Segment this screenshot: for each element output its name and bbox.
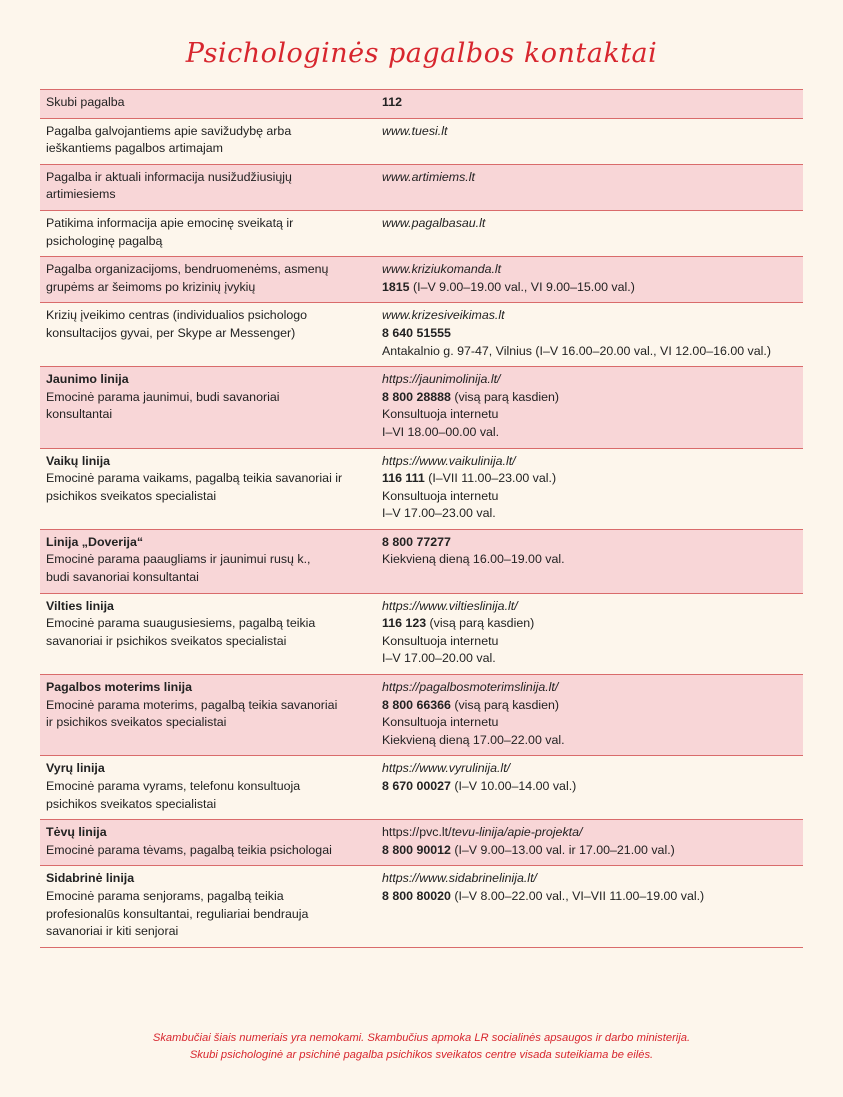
detail-text: (I–V 9.00–19.00 val., VI 9.00–15.00 val.) (409, 279, 635, 294)
website-link[interactable]: https://pagalbosmoterimslinija.lt/ (382, 680, 559, 695)
contact-details (382, 866, 803, 946)
detail-line (382, 842, 803, 860)
detail-text: (visą parą kasdien) (450, 697, 560, 712)
detail-line (382, 697, 803, 715)
detail-line (382, 123, 803, 141)
contact-description (40, 820, 382, 865)
contact-row (40, 257, 803, 303)
description-line: artimiesiems (46, 187, 116, 202)
detail-line (382, 389, 803, 407)
service-name: Vilties linija (46, 598, 114, 613)
contact-details (382, 119, 803, 164)
detail-line (382, 453, 803, 471)
detail-line (382, 488, 803, 506)
contact-details (382, 675, 803, 755)
contact-description (40, 449, 382, 529)
description-line: Emocinė parama moterims, pagalbą teikia savanoriai (46, 697, 338, 712)
detail-line (382, 633, 803, 651)
detail-text: Konsultuoja internetu (382, 715, 499, 730)
contact-details (382, 303, 803, 366)
phone-number: 116 123 (382, 616, 427, 631)
detail-text: https://pvc.lt/ (382, 825, 452, 840)
contact-details (382, 756, 803, 819)
contact-row (40, 90, 803, 119)
contact-row (40, 594, 803, 675)
contact-row (40, 530, 803, 594)
service-name: Linija „Doverija“ (46, 534, 144, 549)
contact-details (382, 820, 803, 865)
service-name: Sidabrinė linija (46, 871, 135, 886)
phone-number: 8 640 51555 (382, 325, 451, 340)
phone-number: 1815 (382, 279, 410, 294)
contact-details (382, 257, 803, 302)
detail-line (382, 279, 803, 297)
description-line: Skubi pagalba (46, 95, 125, 109)
phone-number: 8 800 90012 (382, 842, 451, 857)
phone-number: 8 670 00027 (382, 779, 451, 793)
detail-text: (visą parą kasdien) (426, 616, 535, 631)
description-line: konsultantai (46, 407, 113, 422)
detail-line (382, 598, 803, 616)
description-line: ieškantiems pagalbos artimajam (46, 141, 223, 156)
contact-details (382, 165, 803, 210)
contact-description (40, 594, 382, 674)
service-name: Pagalbos moterims linija (46, 680, 192, 695)
detail-text: Konsultuoja internetu (382, 488, 499, 503)
detail-text: (I–V 8.00–22.00 val., VI–VII 11.00–19.00 val.) (450, 888, 705, 903)
contact-row (40, 866, 803, 947)
phone-number: 112 (382, 95, 402, 109)
contact-row (40, 820, 803, 866)
contact-description (40, 367, 382, 447)
website-link[interactable]: tevu-linija/apie-projekta/ (451, 825, 583, 840)
contact-row (40, 449, 803, 530)
detail-line (382, 424, 803, 442)
detail-line (382, 679, 803, 697)
page-title: Psichologinės pagalbos kontaktai (185, 38, 658, 69)
description-line: Emocinė parama tėvams, pagalbą teikia psichologai (46, 842, 332, 857)
description-line: ir psichikos sveikatos specialistai (46, 715, 227, 730)
description-line: budi savanoriai konsultantai (46, 570, 199, 585)
contacts-table (40, 89, 803, 948)
contact-description (40, 257, 382, 302)
description-line: profesionalūs konsultantai, reguliariai bendrauja (46, 906, 309, 921)
phone-number: 8 800 66366 (382, 697, 451, 712)
website-link[interactable]: www.krizesiveikimas.lt (382, 308, 505, 323)
description-line: Pagalba organizacijoms, bendruomenėms, asmenų (46, 262, 329, 277)
detail-line (382, 714, 803, 732)
description-line: Emocinė parama paaugliams ir jaunimui rusų k., (46, 552, 311, 567)
footer-line-1: Skambučiai šiais numeriais yra nemokami. Skambučius apmoka LR socialinės apsaugos ir darbo ministerija. (152, 1032, 691, 1044)
detail-line (382, 343, 803, 361)
contact-description (40, 90, 382, 118)
detail-text: (I–VII 11.00–23.00 val.) (424, 471, 557, 486)
contact-row (40, 756, 803, 820)
description-line: Patikima informacija apie emocinę sveikatą ir (46, 215, 294, 230)
detail-line (382, 760, 803, 778)
description-line: Emocinė parama jaunimui, budi savanoriai (46, 389, 280, 404)
footer-note (0, 1030, 843, 1064)
description-line: Pagalba galvojantiems apie savižudybę arba (46, 123, 292, 138)
contact-row (40, 211, 803, 257)
detail-line (382, 169, 803, 187)
service-name: Vaikų linija (46, 453, 111, 468)
detail-text: Kiekvieną dieną 17.00–22.00 val. (382, 732, 565, 747)
detail-line (382, 551, 803, 569)
contact-details (382, 367, 803, 447)
description-line: Emocinė parama vaikams, pagalbą teikia savanoriai ir (46, 471, 343, 486)
website-link[interactable]: https://www.sidabrinelinija.lt/ (382, 871, 537, 886)
detail-text: I–VI 18.00–00.00 val. (382, 424, 500, 439)
contact-row (40, 303, 803, 367)
detail-line (382, 534, 803, 552)
contact-description (40, 211, 382, 256)
detail-line (382, 888, 803, 906)
contact-description (40, 756, 382, 819)
contact-details (382, 90, 803, 118)
website-link[interactable]: www.tuesi.lt (382, 123, 448, 138)
phone-number: 8 800 28888 (382, 389, 451, 404)
contact-row (40, 165, 803, 211)
contact-details (382, 211, 803, 256)
website-link[interactable]: https://www.vaikulinija.lt/ (382, 453, 516, 468)
contact-description (40, 675, 382, 755)
contact-details (382, 530, 803, 593)
phone-number: 116 111 (382, 471, 425, 486)
website-link[interactable]: https://jaunimolinija.lt/ (382, 372, 501, 387)
detail-line (382, 261, 803, 279)
detail-text: (I–V 10.00–14.00 val.) (450, 779, 577, 793)
detail-line (382, 615, 803, 633)
detail-line (382, 325, 803, 343)
description-line: savanoriai ir kiti senjorai (46, 924, 179, 939)
detail-line (382, 870, 803, 888)
detail-text: I–V 17.00–23.00 val. (382, 506, 496, 521)
detail-line (382, 824, 803, 842)
description-line: Emocinė parama senjorams, pagalbą teikia (46, 888, 284, 903)
phone-number: 8 800 77277 (382, 534, 451, 549)
description-line: Emocinė parama vyrams, telefonu konsultuoja (46, 779, 301, 793)
detail-text: (visą parą kasdien) (450, 389, 560, 404)
contact-details (382, 594, 803, 674)
detail-line (382, 505, 803, 523)
detail-line (382, 732, 803, 750)
website-link[interactable]: www.pagalbasau.lt (382, 215, 486, 230)
service-name: Tėvų linija (46, 825, 107, 840)
detail-line (382, 307, 803, 325)
detail-line (382, 470, 803, 488)
website-link[interactable]: https://www.vyrulinija.lt/ (382, 761, 511, 776)
service-name: Jaunimo linija (46, 372, 129, 387)
detail-line (382, 778, 803, 796)
detail-text: I–V 17.00–20.00 val. (382, 651, 496, 666)
detail-line (382, 215, 803, 233)
contact-details (382, 449, 803, 529)
description-line: psichikos sveikatos specialistai (46, 488, 217, 503)
detail-text: (I–V 9.00–13.00 val. ir 17.00–21.00 val.) (450, 842, 675, 857)
description-line: psichologinę pagalbą (46, 233, 163, 248)
description-line: psichikos sveikatos specialistai (46, 796, 217, 811)
phone-number: 8 800 80020 (382, 888, 451, 903)
detail-text: Konsultuoja internetu (382, 633, 499, 648)
detail-line (382, 94, 803, 112)
contact-description (40, 866, 382, 946)
detail-line (382, 371, 803, 389)
contact-description (40, 119, 382, 164)
contact-description (40, 165, 382, 210)
detail-text: Kiekvieną dieną 16.00–19.00 val. (382, 552, 565, 567)
detail-line (382, 650, 803, 668)
description-line: savanoriai ir psichikos sveikatos specialistai (46, 633, 287, 648)
contact-row (40, 675, 803, 756)
description-line: Krizių įveikimo centras (individualios psichologo (46, 308, 308, 323)
website-link[interactable]: www.kriziukomanda.lt (382, 262, 502, 277)
website-link[interactable]: www.artimiems.lt (382, 169, 475, 184)
contact-row (40, 367, 803, 448)
contact-description (40, 303, 382, 366)
detail-line (382, 406, 803, 424)
detail-text: Konsultuoja internetu (382, 407, 499, 422)
description-line: grupėms ar šeimoms po krizinių įvykių (46, 279, 256, 294)
description-line: Pagalba ir aktuali informacija nusižudžiusiųjų (46, 169, 292, 184)
website-link[interactable]: https://www.viltieslinija.lt/ (382, 598, 518, 613)
contact-row (40, 119, 803, 165)
service-name: Vyrų linija (46, 761, 105, 776)
description-line: konsultacijos gyvai, per Skype ar Messenger) (46, 325, 296, 340)
detail-text: Antakalnio g. 97-47, Vilnius (I–V 16.00–20.00 val., VI 12.00–16.00 val.) (382, 343, 771, 358)
footer-line-2: Skubi psichologinė ar psichinė pagalba psichikos sveikatos centre visada suteikiama be eilės. (189, 1049, 654, 1061)
description-line: Emocinė parama suaugusiesiems, pagalbą teikia (46, 616, 316, 631)
contact-description (40, 530, 382, 593)
